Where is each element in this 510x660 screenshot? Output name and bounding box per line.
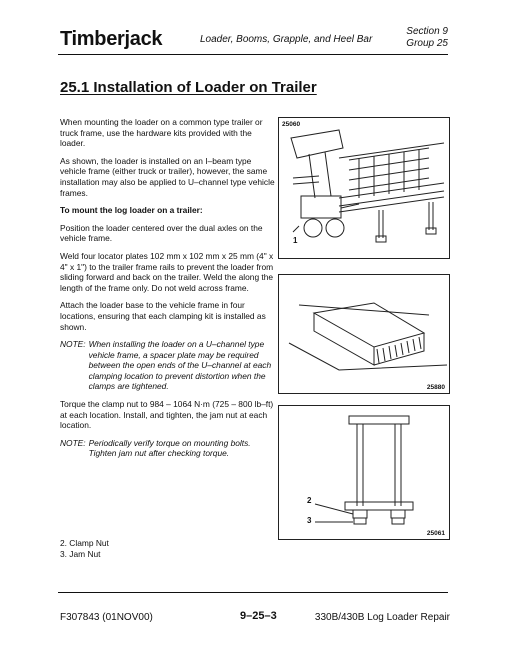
clamping-kit-illustration: [279, 406, 449, 539]
callout-2: 2: [307, 496, 312, 505]
brand-logo: Timberjack: [60, 28, 163, 50]
group-number: Group 25: [406, 38, 448, 49]
note-2-label: NOTE:: [60, 437, 86, 448]
figure-id-25060: 25060: [282, 121, 301, 128]
note-1: [60, 339, 275, 392]
header-section: [406, 26, 448, 50]
paragraph-4: Weld four locator plates 102 mm x 102 mm x 25 mm (4" x 4" x 1") to the trailer frame rails to prevent the loader from sliding forward and back on the trailer. Weld the along the length of the frame only. Do not weld across frame.: [60, 250, 274, 293]
header-title: Loader, Booms, Grapple, and Heel Bar: [200, 34, 373, 45]
footer-rule: [58, 592, 448, 593]
figure-clamping-kit: [278, 405, 450, 540]
body-text: [60, 117, 275, 466]
page-title: 25.1 Installation of Loader on Trailer: [60, 79, 317, 96]
callout-1: 1: [293, 236, 298, 245]
legend-item-clamp-nut: 2. Clamp Nut: [60, 538, 109, 548]
footer-doc-number: F307843 (01NOV00): [60, 612, 153, 623]
callout-3: 3: [307, 516, 312, 525]
paragraph-6: Torque the clamp nut to 984 – 1064 N·m (725 – 800 lb–ft) at each location. Install, and tighten, the jam nut at each location.: [60, 399, 274, 431]
paragraph-3: Position the loader centered over the dual axles on the vehicle frame.: [60, 222, 263, 244]
note-1-label: NOTE:: [60, 339, 86, 350]
paragraph-2: As shown, the loader is installed on an I–beam type vehicle frame (either truck or trailer), however, the same installation may also be applied to U–channel type vehicle frames.: [60, 155, 275, 198]
loader-trailer-illustration: [279, 118, 449, 258]
header-rule: [58, 54, 448, 55]
note-2: [60, 438, 275, 459]
section-number: Section 9: [406, 26, 448, 37]
legend: [60, 538, 109, 560]
footer-page-number: 9–25–3: [240, 610, 277, 622]
procedure-heading: To mount the log loader on a trailer:: [60, 205, 203, 216]
figure-locator-plate: [278, 274, 450, 394]
note-1-text: When installing the loader on a U–channel type vehicle frame, a spacer plate may be required between the open ends of the U–channel at each clamping location to prevent distortion when the clamps are tightened.: [88, 339, 272, 392]
figure-loader-on-trailer: [278, 117, 450, 259]
paragraph-5: Attach the loader base to the vehicle frame in four locations, ensuring that each clamping kit is installed as shown.: [60, 300, 266, 332]
note-2-text: Periodically verify torque on mounting bolts. Tighten jam nut after checking torque.: [88, 437, 251, 459]
figure-id-25880: 25880: [426, 384, 445, 391]
footer-manual-title: 330B/430B Log Loader Repair: [314, 612, 450, 623]
paragraph-1: When mounting the loader on a common type trailer or truck frame, use the hardware kits provided with the loader.: [60, 117, 263, 149]
legend-item-jam-nut: 3. Jam Nut: [60, 549, 101, 559]
locator-plate-illustration: [279, 275, 449, 393]
figure-id-25061: 25061: [426, 530, 445, 537]
